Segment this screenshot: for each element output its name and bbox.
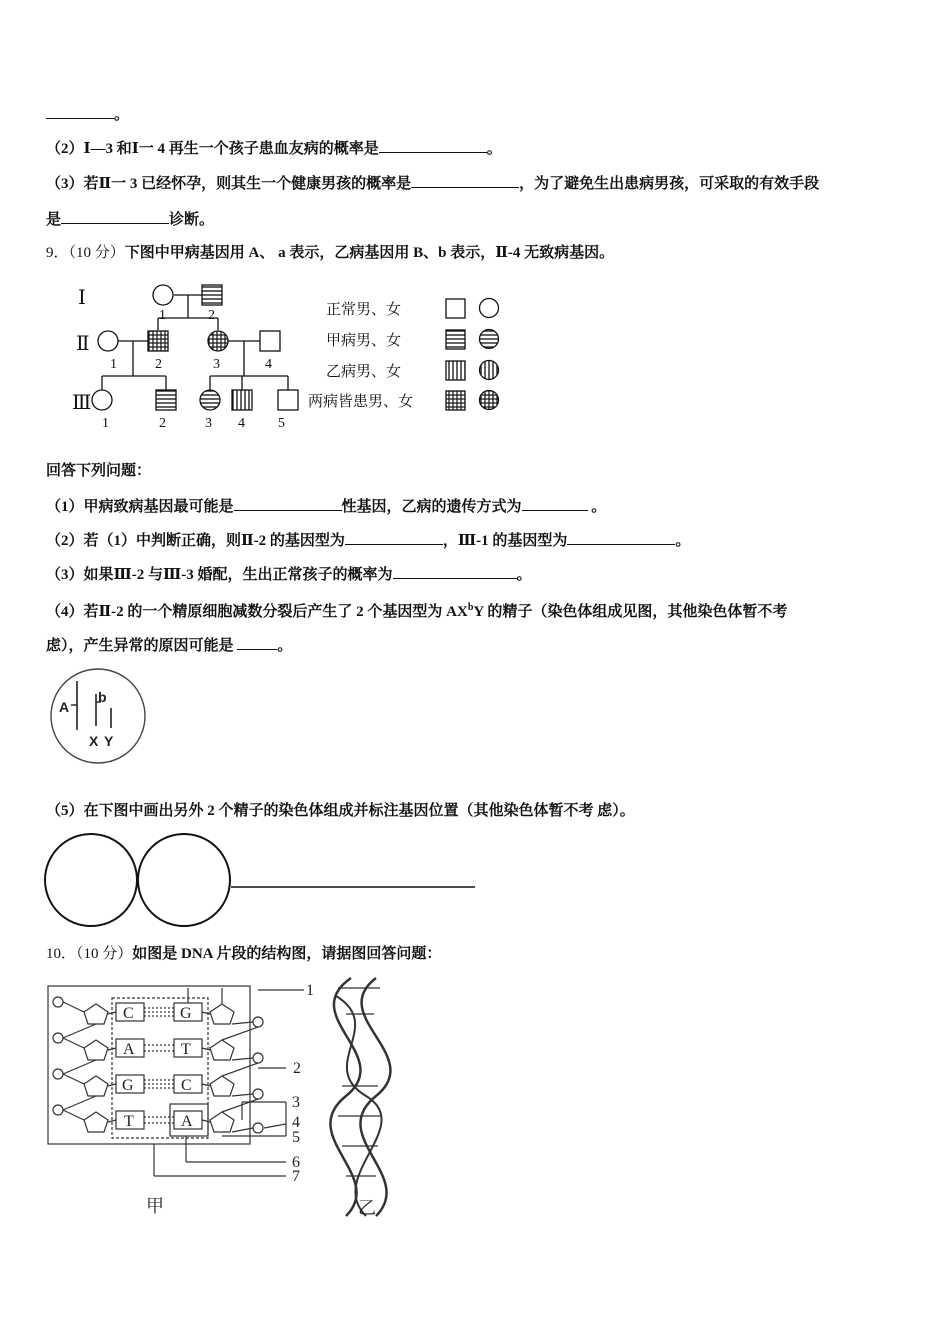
callout-2: 2 xyxy=(293,1060,301,1077)
gen3-female-1 xyxy=(92,390,112,410)
q9-stem: 9．（10 分）下图中甲病基因用 A、 a 表示，乙病基因用 B、b 表示，Ⅱ-4 无致病基因。 xyxy=(46,245,615,261)
legend-normal: 正常男、女 xyxy=(326,302,402,318)
answer-blank[interactable] xyxy=(46,103,114,119)
individual-number: 2 xyxy=(208,308,215,323)
q9-part3: （3）如果Ⅲ-2 与Ⅲ-3 婚配，生出正常孩子的概率为 。 xyxy=(46,563,532,585)
gen3-male-2 xyxy=(156,390,176,410)
gen3-male-4 xyxy=(232,390,252,410)
q9-part5: （5）在下图中画出另外 2 个精子的染色体组成并标注基因位置（其他染色体暂不考 虑）。 xyxy=(46,803,635,819)
gen1-female-1 xyxy=(153,285,173,305)
individual-number: 5 xyxy=(278,416,285,431)
legend-both-male xyxy=(446,391,465,410)
callout-7: 7 xyxy=(292,1168,300,1185)
pedigree-figure xyxy=(60,278,510,438)
answer-blank[interactable] xyxy=(61,208,169,224)
q9-part1: （1）甲病致病基因最可能是 性基因，乙病的遗传方式为 。 xyxy=(46,495,606,517)
callout-4: 4 xyxy=(292,1114,300,1131)
empty-cell-1[interactable] xyxy=(45,834,137,926)
base-left-4: T xyxy=(124,1113,134,1130)
answer-blank[interactable] xyxy=(567,529,675,545)
individual-number: 1 xyxy=(159,308,166,323)
legend-both-female xyxy=(480,391,499,410)
legend-normal-female xyxy=(480,299,499,318)
drawing-area[interactable] xyxy=(44,833,484,929)
answer-blank[interactable] xyxy=(379,137,487,153)
individual-number: 2 xyxy=(159,416,166,431)
base-right-3: C xyxy=(181,1077,192,1094)
q9-answer-prompt: 回答下列问题： xyxy=(46,463,152,479)
figure-label-yi: 乙 xyxy=(358,1198,376,1218)
legend-normal-male xyxy=(446,299,465,318)
q10-stem: 10．（10 分）如图是 DNA 片段的结构图，请据图回答问题： xyxy=(46,946,442,962)
individual-number: 4 xyxy=(238,416,245,431)
gen2-male-4 xyxy=(260,331,280,351)
callout-6: 6 xyxy=(292,1154,300,1171)
individual-number: 2 xyxy=(155,357,162,372)
individual-number: 3 xyxy=(213,357,220,372)
legend-a-female xyxy=(480,330,499,349)
q8-part2: （2）Ⅰ—3 和Ⅰ一 4 再生一个孩子患血友病的概率是 。 xyxy=(46,137,502,159)
answer-blank[interactable] xyxy=(345,529,443,545)
gen-label: Ⅰ xyxy=(78,287,86,309)
base-left-2: A xyxy=(123,1041,135,1058)
individual-number: 3 xyxy=(205,416,212,431)
gen3-female-3 xyxy=(200,390,220,410)
figure-label-jia: 甲 xyxy=(146,1196,164,1216)
answer-blank[interactable] xyxy=(393,563,517,579)
q9-part4: （4）若Ⅱ-2 的一个精原细胞减数分裂后产生了 2 个基因型为 $AX^bY$ 的精子（染色体组成见图，其他染色体暂不考 xyxy=(46,602,788,620)
q8-part3: （3）若Ⅱ一 3 已经怀孕，则其生一个健康男孩的概率是 ，为了避免生出患病男孩，可采取的有效手段 xyxy=(46,172,819,194)
chromosome-y: Y xyxy=(104,733,114,749)
q9-part4-line2: 虑），产生异常的原因可能是 。 xyxy=(46,634,292,656)
answer-blank[interactable] xyxy=(522,495,588,511)
q8-part3-line2: 是 诊断。 xyxy=(46,208,214,230)
gen-label: Ⅲ xyxy=(72,392,92,414)
base-left-1: C xyxy=(123,1005,134,1022)
q9-part2: （2）若（1）中判断正确，则Ⅱ-2 的基因型为 ，Ⅲ-1 的基因型为 。 xyxy=(46,529,690,551)
gene-label-a: A xyxy=(59,699,70,715)
legend-both: 两病皆患男、女 xyxy=(308,394,414,410)
q8-tail-line: 。 xyxy=(46,103,129,125)
dna-figure xyxy=(46,976,416,1226)
sperm-cell-figure xyxy=(46,666,152,766)
empty-cell-2[interactable] xyxy=(138,834,230,926)
chromosome-x: X xyxy=(89,733,99,749)
gen2-male-2 xyxy=(148,331,168,351)
callout-5: 5 xyxy=(292,1129,300,1146)
callout-3: 3 xyxy=(292,1094,300,1111)
individual-number: 1 xyxy=(110,357,117,372)
individual-number: 4 xyxy=(265,357,272,372)
callout-1: 1 xyxy=(306,982,314,999)
legend-disease-b: 乙病男、女 xyxy=(326,364,402,380)
gen2-female-1 xyxy=(98,331,118,351)
gen3-male-5 xyxy=(278,390,298,410)
legend-b-male xyxy=(446,361,465,380)
base-right-4: A xyxy=(181,1113,193,1130)
answer-blank[interactable] xyxy=(234,495,342,511)
gen2-female-3 xyxy=(208,331,228,351)
legend-disease-a: 甲病男、女 xyxy=(326,333,402,349)
answer-blank[interactable] xyxy=(411,172,519,188)
legend-a-male xyxy=(446,330,465,349)
legend-b-female xyxy=(480,361,499,380)
base-right-2: T xyxy=(181,1041,191,1058)
gen-label: Ⅱ xyxy=(76,333,90,355)
base-left-3: G xyxy=(122,1077,134,1094)
gene-label-b: b xyxy=(98,689,107,705)
gen1-male-2 xyxy=(202,285,222,305)
individual-number: 1 xyxy=(102,416,109,431)
answer-blank[interactable] xyxy=(237,634,277,650)
base-right-1: G xyxy=(180,1005,192,1022)
